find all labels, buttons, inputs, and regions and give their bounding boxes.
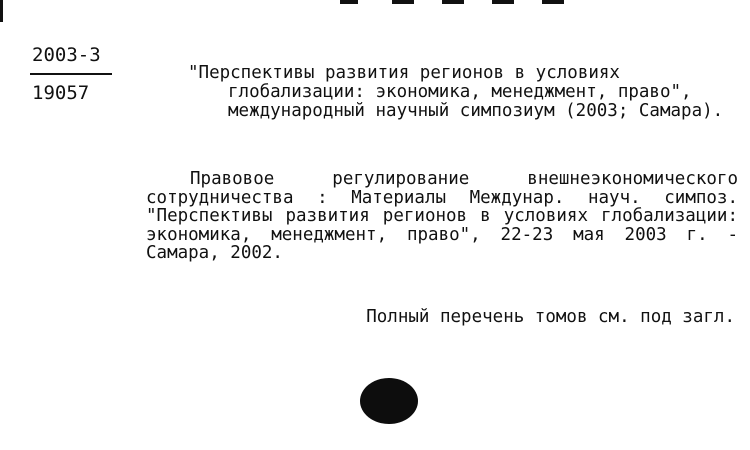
- bibliographic-description: [146, 170, 738, 263]
- heading-continuation: глобализации: экономика, менеджмент, право", международный научный симпозиум (2003; Самара).: [228, 82, 724, 121]
- top-edge-dash: [340, 0, 358, 4]
- card-edge-mark: [0, 0, 3, 22]
- punch-hole: [360, 378, 418, 424]
- top-edge-dash: [542, 0, 564, 4]
- call-number: 2003-3: [32, 44, 101, 66]
- top-edge-dash: [442, 0, 464, 4]
- top-edge-dash: [392, 0, 414, 4]
- heading-line-1: "Перспективы развития регионов в условиях: [188, 63, 620, 83]
- top-edge-dash: [492, 0, 514, 4]
- heading-entry: [188, 64, 733, 121]
- description-text: Правовое регулирование внешнеэкономического сотрудничества : Материалы Междунар. науч. симпоз. "Перспективы развития регионов в условиях глобализации: экономика, менеджмент, право", 22-23 мая 2003 г. - Самара, 2002.: [146, 169, 738, 263]
- accession-number: 19057: [32, 82, 90, 104]
- call-number-divider: [30, 73, 112, 75]
- reference-note: Полный перечень томов см. под загл.: [366, 307, 735, 327]
